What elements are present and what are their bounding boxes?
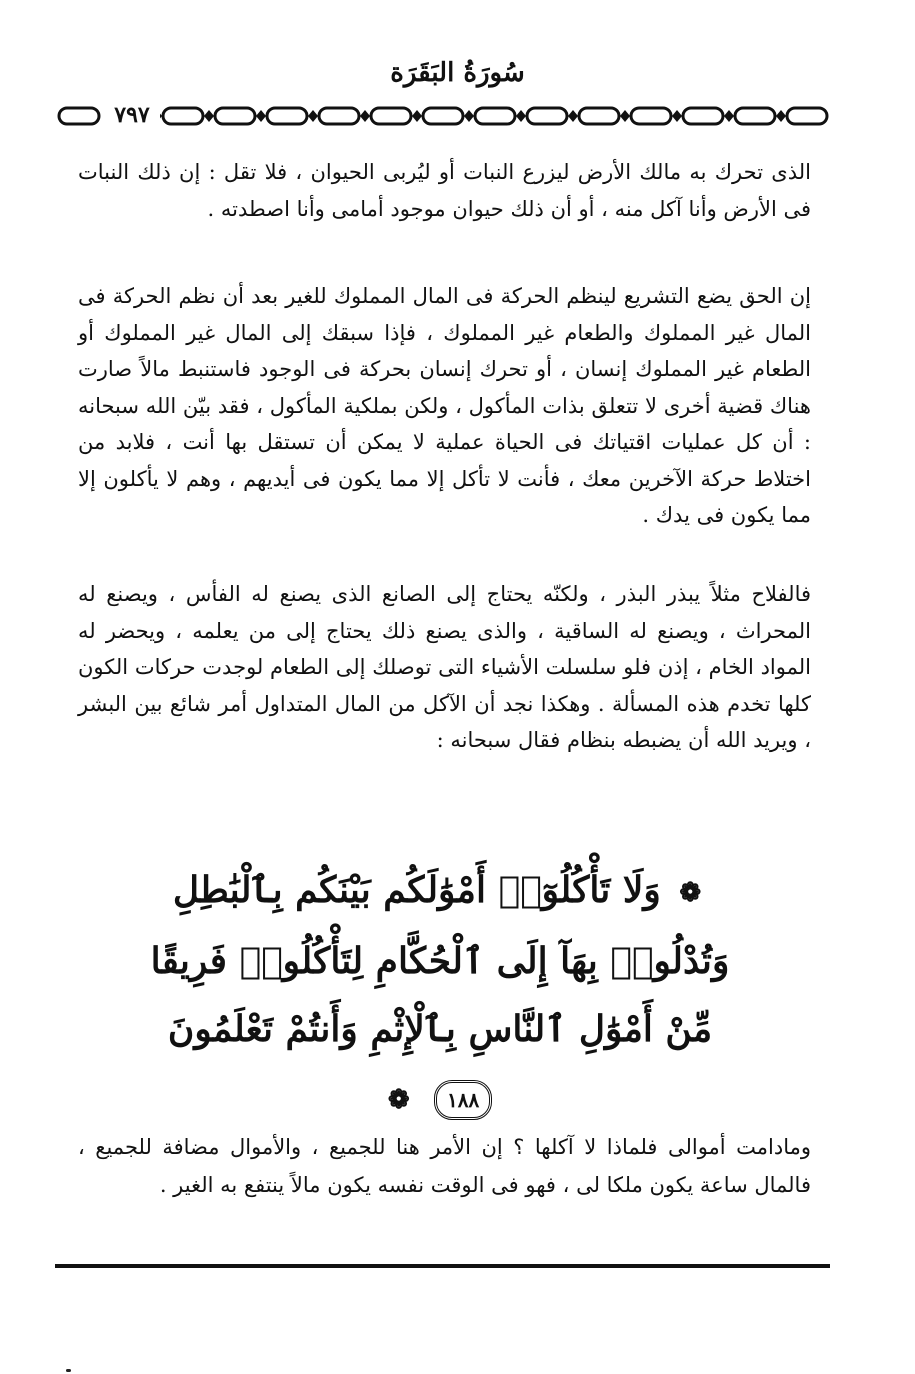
chain-link (631, 108, 671, 124)
chain-diamond (464, 110, 474, 122)
chain-diamond (360, 110, 370, 122)
chain-diamond (672, 110, 682, 122)
chain-link (319, 108, 359, 124)
page-number: ٧٩٧ (104, 101, 160, 129)
print-speck (66, 1369, 71, 1372)
verse-close-ornament-icon: ❁ (387, 1085, 410, 1115)
chain-diamond (256, 110, 266, 122)
paragraph-2: إن الحق يضع التشريع لينظم الحركة فى المال المملوك للغير بعد أن نظم الحركة فى المال غير المملوك والطعام غير المملوك ، فإذا سبقك إلى المال غير المملوك أو الطعام غير المملوك إنسان ، أو تحرك إنسان بحركة فى الوجود فاستنبط مالاً صارت هناك قضية أخرى لا تتعلق بذات المأكول ، ولكن بملكية المأكول ، فقد بيّن الله سبحانه : أن كل عمليات اقتياتك فى الحياة عملية لا يمكن أن تستقل بها أنت ، فلابد من اختلاط حركة الآخرين معك ، فأنت لا تأكل إلا مما يكون فى أيديهم ، وهم لا يأكلون إلا مما يكون فى يدك . (78, 284, 811, 527)
chain-link (683, 108, 723, 124)
chain-link (371, 108, 411, 124)
chain-link (59, 108, 99, 124)
chain-diamond (516, 110, 526, 122)
chain-diamond (412, 110, 422, 122)
chain-diamond (204, 110, 214, 122)
quran-verse (130, 856, 750, 1134)
paragraph-1: الذى تحرك به مالك الأرض ليزرع النبات أو ليُربى الحيوان ، فلا تقل : إن ذلك النبات فى الأرض وأنا آكل منه ، أو أن ذلك حيوان موجود أمامى وأنا اصطدته . (78, 160, 811, 221)
paragraph-3: فالفلاح مثلاً يبذر البذر ، ولكنّه يحتاج إلى الصانع الذى يصنع له الفأس ، ويصنع له المحراث ، ويصنع له الساقية ، والذى يصنع ذلك يحتاج إلى من يعلمه ، ويحضر له المواد الخام ، إذن فلو سلسلت الأشياء التى توصلك إلى الطعام لوجدت حركات الكون كلها تخدم هذه المسألة . وهكذا نجد أن الآكل من المال المتداول أمر شائع بين البشر ، ويريد الله أن يضبطه بنظام فقال سبحانه : (78, 582, 811, 752)
verse-open-ornament-icon: ❁ (679, 878, 702, 908)
decorative-chain-border (55, 98, 835, 134)
chain-link (267, 108, 307, 124)
chain-link (163, 108, 203, 124)
paragraph-4: ومادامت أموالى فلماذا لا آكلها ؟ إن الأمر هنا للجميع ، والأموال مضافة للجميع ، فالمال ساعة يكون ملكا لى ، فهو فى الوقت نفسه يكون مالاً ينتفع به الغير . (78, 1135, 811, 1197)
verse-text: وَلَا تَأْكُلُوٓا۟ أَمْوَٰلَكُم بَيْنَكُم بِٱلْبَٰطِلِ وَتُدْلُوا۟ بِهَآ إِلَى ٱلْحُكَّامِ لِتَأْكُلُوا۟ فَرِيقًا مِّنْ أَمْوَٰلِ ٱلنَّاسِ بِٱلْإِثْمِ وَأَنتُمْ تَعْلَمُونَ (150, 869, 730, 1050)
chain-link (423, 108, 463, 124)
chain-link (579, 108, 619, 124)
surah-title: سُورَةُ البَقَرَة (390, 58, 525, 88)
verse-number-marker: ١٨٨ (434, 1080, 492, 1120)
chain-link (735, 108, 775, 124)
chain-diamond (620, 110, 630, 122)
chain-diamond (568, 110, 578, 122)
chain-diamond (776, 110, 786, 122)
footer-divider (55, 1264, 830, 1268)
chain-diamond (724, 110, 734, 122)
chain-link (527, 108, 567, 124)
chain-link (787, 108, 827, 124)
chain-link (215, 108, 255, 124)
chain-link (475, 108, 515, 124)
chain-diamond (308, 110, 318, 122)
